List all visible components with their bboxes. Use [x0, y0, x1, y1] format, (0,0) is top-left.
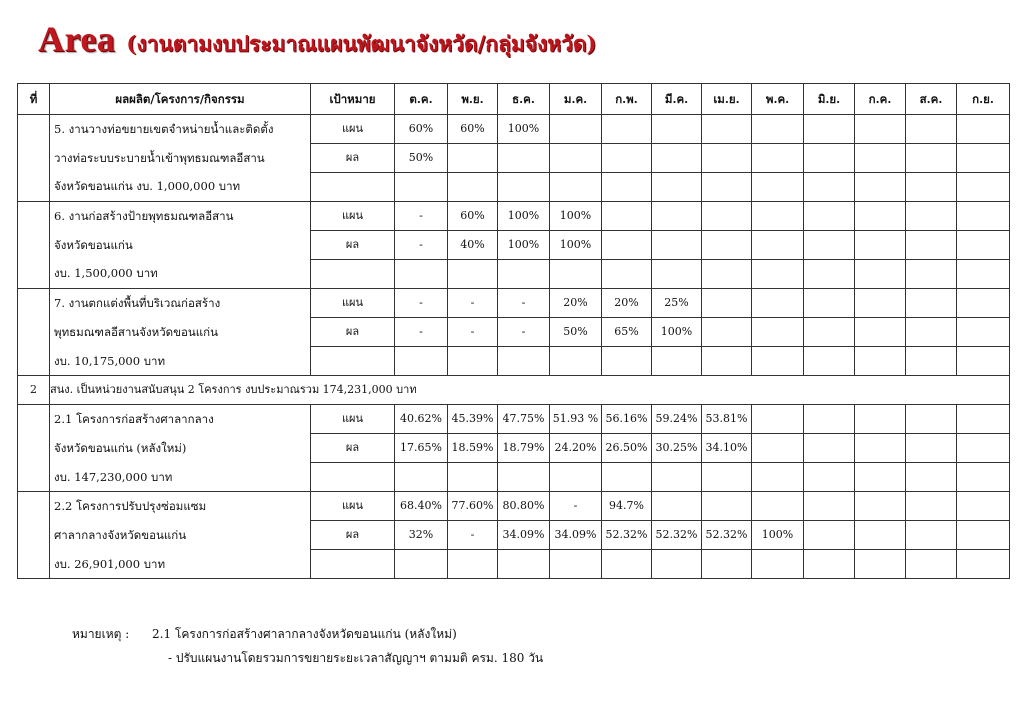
blank-cell	[804, 260, 855, 289]
plan-value: 40.62%	[395, 405, 448, 434]
blank-cell	[550, 347, 602, 376]
plan-value: 77.60%	[448, 492, 498, 521]
result-value: 100%	[752, 521, 804, 550]
blank-cell	[311, 347, 395, 376]
header-row	[18, 84, 1010, 115]
blank-cell	[702, 347, 752, 376]
blank-cell	[498, 463, 550, 492]
plan-value	[906, 405, 957, 434]
blank-cell	[957, 550, 1010, 579]
project-plan-row	[18, 115, 1010, 144]
plan-value	[702, 492, 752, 521]
result-value	[855, 434, 906, 463]
blank-cell	[855, 463, 906, 492]
project-line: ศาลากลางจังหวัดขอนแก่น	[54, 527, 187, 542]
plan-value: 100%	[550, 202, 602, 231]
project-plan-row	[18, 289, 1010, 318]
project-line: วางท่อระบบระบายน้ำเข้าพุทธมณฑลอีสาน	[54, 150, 265, 165]
header-month: ก.ย.	[957, 84, 1010, 115]
project-line: พุทธมณฑลอีสานจังหวัดขอนแก่น	[54, 324, 218, 339]
result-value	[855, 521, 906, 550]
result-value: 52.32%	[702, 521, 752, 550]
project-description	[50, 115, 311, 202]
result-value	[804, 318, 855, 347]
blank-cell	[311, 463, 395, 492]
target-plan-label: แผน	[311, 405, 395, 434]
blank-cell	[752, 260, 804, 289]
blank-cell	[702, 550, 752, 579]
blank-cell	[311, 260, 395, 289]
blank-cell	[602, 347, 652, 376]
blank-cell	[602, 550, 652, 579]
blank-cell	[550, 463, 602, 492]
section-number: 2	[18, 376, 50, 405]
blank-cell	[550, 260, 602, 289]
result-value: 18.59%	[448, 434, 498, 463]
blank-cell	[311, 173, 395, 202]
result-value: -	[448, 521, 498, 550]
project-description	[50, 202, 311, 289]
result-value: 24.20%	[550, 434, 602, 463]
plan-value	[906, 202, 957, 231]
result-value	[652, 231, 702, 260]
result-value	[498, 144, 550, 173]
blank-cell	[906, 260, 957, 289]
blank-cell	[752, 173, 804, 202]
blank-cell	[602, 463, 652, 492]
plan-value	[652, 492, 702, 521]
plan-value	[957, 405, 1010, 434]
plan-value: 60%	[448, 202, 498, 231]
header-month: ต.ค.	[395, 84, 448, 115]
plan-value: 60%	[448, 115, 498, 144]
target-plan-label: แผน	[311, 492, 395, 521]
result-value	[702, 231, 752, 260]
section-row	[18, 376, 1010, 405]
title-main: Area	[38, 19, 116, 59]
header-month: ก.พ.	[602, 84, 652, 115]
result-value: -	[395, 231, 448, 260]
plan-value	[957, 492, 1010, 521]
plan-value	[752, 289, 804, 318]
project-line: 7. งานตกแต่งพื้นที่บริเวณก่อสร้าง	[54, 296, 221, 311]
result-value	[855, 318, 906, 347]
blank-cell	[752, 463, 804, 492]
blank-cell	[906, 463, 957, 492]
blank-cell	[702, 260, 752, 289]
result-value: 50%	[395, 144, 448, 173]
header-month: มี.ค.	[652, 84, 702, 115]
project-line: งบ. 10,175,000 บาท	[54, 353, 166, 368]
project-line: จังหวัดขอนแก่น (หลังใหม่)	[54, 440, 187, 455]
plan-value	[702, 202, 752, 231]
result-value	[906, 521, 957, 550]
result-value	[906, 318, 957, 347]
page-title	[38, 18, 596, 61]
blank-cell	[906, 550, 957, 579]
blank-cell	[957, 260, 1010, 289]
project-line: 6. งานก่อสร้างป้ายพุทธมณฑลอีสาน	[54, 209, 234, 224]
blank-cell	[855, 173, 906, 202]
row-number-cell	[18, 289, 50, 376]
target-result-label: ผล	[311, 144, 395, 173]
header-month: มิ.ย.	[804, 84, 855, 115]
result-value: 40%	[448, 231, 498, 260]
target-plan-label: แผน	[311, 115, 395, 144]
project-line: 2.2 โครงการปรับปรุงซ่อมแซม	[54, 499, 207, 514]
plan-value: 56.16%	[602, 405, 652, 434]
plan-value	[752, 405, 804, 434]
blank-cell	[855, 550, 906, 579]
result-value	[855, 144, 906, 173]
plan-value: 53.81%	[702, 405, 752, 434]
result-value	[804, 521, 855, 550]
plan-value: 45.39%	[448, 405, 498, 434]
blank-cell	[855, 260, 906, 289]
plan-value	[702, 289, 752, 318]
blank-cell	[602, 173, 652, 202]
result-value: 18.79%	[498, 434, 550, 463]
row-number-cell	[18, 405, 50, 492]
result-value	[957, 231, 1010, 260]
project-plan-row	[18, 492, 1010, 521]
blank-cell	[448, 347, 498, 376]
plan-table	[17, 83, 1010, 579]
result-value: 100%	[550, 231, 602, 260]
plan-value	[652, 115, 702, 144]
target-plan-label: แผน	[311, 289, 395, 318]
row-number-cell	[18, 492, 50, 579]
result-value	[702, 144, 752, 173]
blank-cell	[652, 347, 702, 376]
header-month: ส.ค.	[906, 84, 957, 115]
project-plan-row	[18, 202, 1010, 231]
result-value	[804, 434, 855, 463]
result-value	[702, 318, 752, 347]
blank-cell	[652, 260, 702, 289]
result-value	[602, 231, 652, 260]
plan-value: 68.40%	[395, 492, 448, 521]
header-month: เม.ย.	[702, 84, 752, 115]
plan-value: -	[395, 202, 448, 231]
blank-cell	[752, 347, 804, 376]
footnote	[72, 622, 543, 670]
note-line-1: 2.1 โครงการก่อสร้างศาลากลางจังหวัดขอนแก่น (หลังใหม่)	[152, 627, 457, 641]
plan-value: 20%	[550, 289, 602, 318]
project-line: 2.1 โครงการก่อสร้างศาลากลาง	[54, 412, 214, 427]
blank-cell	[652, 463, 702, 492]
blank-cell	[906, 173, 957, 202]
plan-value: 25%	[652, 289, 702, 318]
row-number-cell	[18, 202, 50, 289]
project-description	[50, 289, 311, 376]
plan-value	[855, 289, 906, 318]
blank-cell	[311, 550, 395, 579]
result-value	[752, 318, 804, 347]
result-value	[652, 144, 702, 173]
project-line: 5. งานวางท่อขยายเขตจำหน่ายน้ำและติดตั้ง	[54, 122, 274, 136]
target-result-label: ผล	[311, 434, 395, 463]
target-result-label: ผล	[311, 318, 395, 347]
plan-value: -	[395, 289, 448, 318]
blank-cell	[498, 173, 550, 202]
project-line: จังหวัดขอนแก่น งบ. 1,000,000 บาท	[54, 179, 241, 194]
plan-value: -	[498, 289, 550, 318]
blank-cell	[752, 550, 804, 579]
blank-cell	[602, 260, 652, 289]
result-value: 52.32%	[602, 521, 652, 550]
result-value	[957, 434, 1010, 463]
plan-value	[855, 115, 906, 144]
plan-value	[804, 115, 855, 144]
blank-cell	[395, 173, 448, 202]
plan-value	[752, 115, 804, 144]
result-value: 17.65%	[395, 434, 448, 463]
plan-value	[906, 115, 957, 144]
blank-cell	[804, 550, 855, 579]
blank-cell	[395, 463, 448, 492]
result-value: 52.32%	[652, 521, 702, 550]
blank-cell	[702, 173, 752, 202]
plan-value: 94.7%	[602, 492, 652, 521]
result-value: 50%	[550, 318, 602, 347]
header-target: เป้าหมาย	[311, 84, 395, 115]
result-value: 65%	[602, 318, 652, 347]
plan-value: -	[448, 289, 498, 318]
plan-value	[855, 202, 906, 231]
plan-value	[855, 405, 906, 434]
result-value	[804, 144, 855, 173]
plan-value	[804, 202, 855, 231]
blank-cell	[906, 347, 957, 376]
note-line-2: - ปรับแผนงานโดยรวมการขยายระยะเวลาสัญญาฯ ตามมติ ครม. 180 วัน	[168, 651, 544, 665]
note-label: หมายเหตุ :	[72, 627, 130, 641]
blank-cell	[448, 463, 498, 492]
blank-cell	[498, 550, 550, 579]
plan-value	[957, 115, 1010, 144]
blank-cell	[550, 173, 602, 202]
project-plan-row	[18, 405, 1010, 434]
plan-value: 80.80%	[498, 492, 550, 521]
blank-cell	[652, 173, 702, 202]
project-description	[50, 492, 311, 579]
result-value	[906, 231, 957, 260]
blank-cell	[448, 173, 498, 202]
result-value	[957, 144, 1010, 173]
plan-value	[957, 289, 1010, 318]
result-value	[906, 144, 957, 173]
title-subtitle: (งานตามงบประมาณแผนพัฒนาจังหวัด/กลุ่มจังหวัด)	[126, 31, 597, 56]
plan-value	[752, 492, 804, 521]
plan-value	[550, 115, 602, 144]
result-value: 34.10%	[702, 434, 752, 463]
blank-cell	[957, 173, 1010, 202]
blank-cell	[804, 173, 855, 202]
plan-value: 100%	[498, 202, 550, 231]
plan-value	[957, 202, 1010, 231]
plan-value	[804, 405, 855, 434]
result-value: -	[448, 318, 498, 347]
blank-cell	[957, 347, 1010, 376]
result-value: 26.50%	[602, 434, 652, 463]
plan-value	[804, 289, 855, 318]
plan-value: 51.93 %	[550, 405, 602, 434]
target-plan-label: แผน	[311, 202, 395, 231]
result-value	[752, 231, 804, 260]
plan-value: -	[550, 492, 602, 521]
blank-cell	[498, 347, 550, 376]
result-value: 100%	[498, 231, 550, 260]
plan-value	[906, 289, 957, 318]
result-value	[752, 144, 804, 173]
blank-cell	[448, 550, 498, 579]
blank-cell	[395, 550, 448, 579]
blank-cell	[550, 550, 602, 579]
result-value	[448, 144, 498, 173]
plan-value	[602, 115, 652, 144]
blank-cell	[804, 347, 855, 376]
result-value	[550, 144, 602, 173]
blank-cell	[702, 463, 752, 492]
plan-value	[752, 202, 804, 231]
header-month: ม.ค.	[550, 84, 602, 115]
project-line: งบ. 1,500,000 บาท	[54, 266, 158, 281]
result-value	[855, 231, 906, 260]
result-value	[906, 434, 957, 463]
plan-value	[702, 115, 752, 144]
header-item: ผลผลิต/โครงการ/กิจกรรม	[50, 84, 311, 115]
plan-value: 60%	[395, 115, 448, 144]
header-month: พ.ค.	[752, 84, 804, 115]
section-text: สนง. เป็นหน่วยงานสนับสนุน 2 โครงการ งบประมาณรวม 174,231,000 บาท	[50, 376, 1010, 405]
target-result-label: ผล	[311, 231, 395, 260]
result-value	[957, 521, 1010, 550]
blank-cell	[804, 463, 855, 492]
blank-cell	[855, 347, 906, 376]
result-value	[602, 144, 652, 173]
result-value	[752, 434, 804, 463]
blank-cell	[395, 260, 448, 289]
plan-value: 20%	[602, 289, 652, 318]
plan-value	[804, 492, 855, 521]
result-value: -	[498, 318, 550, 347]
target-result-label: ผล	[311, 521, 395, 550]
header-month: ก.ค.	[855, 84, 906, 115]
project-line: งบ. 26,901,000 บาท	[54, 556, 166, 571]
result-value	[804, 231, 855, 260]
project-line: งบ. 147,230,000 บาท	[54, 469, 173, 484]
project-line: จังหวัดขอนแก่น	[54, 237, 133, 252]
result-value: 32%	[395, 521, 448, 550]
result-value: -	[395, 318, 448, 347]
blank-cell	[395, 347, 448, 376]
blank-cell	[652, 550, 702, 579]
row-number-cell	[18, 115, 50, 202]
plan-value: 47.75%	[498, 405, 550, 434]
blank-cell	[498, 260, 550, 289]
result-value: 34.09%	[498, 521, 550, 550]
blank-cell	[957, 463, 1010, 492]
header-no: ที่	[18, 84, 50, 115]
blank-cell	[448, 260, 498, 289]
project-description	[50, 405, 311, 492]
header-month: ธ.ค.	[498, 84, 550, 115]
plan-value	[602, 202, 652, 231]
plan-value	[906, 492, 957, 521]
result-value: 100%	[652, 318, 702, 347]
header-month: พ.ย.	[448, 84, 498, 115]
plan-value	[855, 492, 906, 521]
plan-value: 59.24%	[652, 405, 702, 434]
plan-value	[652, 202, 702, 231]
result-value: 34.09%	[550, 521, 602, 550]
result-value: 30.25%	[652, 434, 702, 463]
result-value	[957, 318, 1010, 347]
plan-value: 100%	[498, 115, 550, 144]
